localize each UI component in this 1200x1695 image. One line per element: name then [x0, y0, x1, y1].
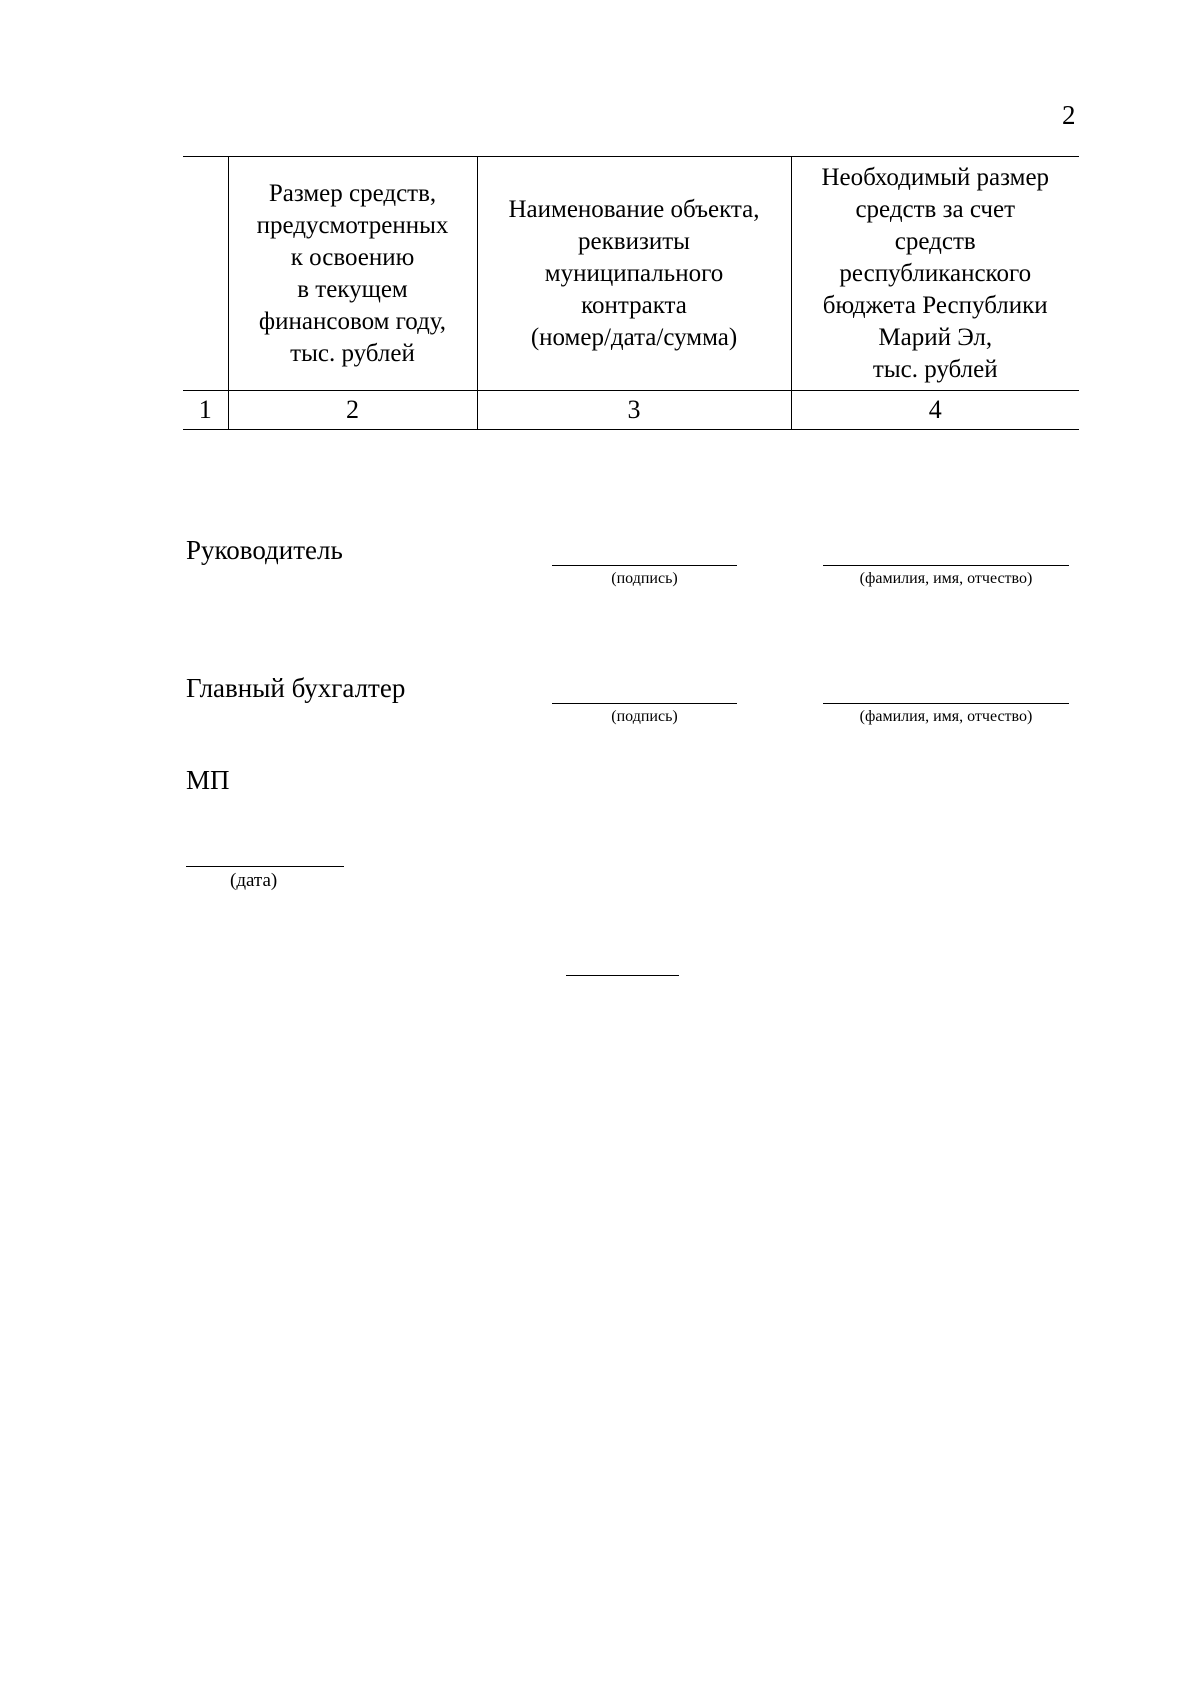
- stamp-label: МП: [186, 765, 230, 795]
- column-header-republic-budget-funds: Необходимый размер средств за счет средств республиканского бюджета Республики Марий Эл, тыс. рублей: [791, 157, 1079, 391]
- column-number-2: 2: [228, 391, 477, 430]
- accountant-label: Главный бухгалтер: [186, 673, 406, 703]
- column-number-1: 1: [183, 391, 228, 430]
- head-name-caption: (фамилия, имя, отчество): [859, 570, 1033, 587]
- column-header-index: [183, 157, 228, 391]
- date-caption: (дата): [230, 870, 278, 891]
- date-line: [186, 866, 344, 867]
- accountant-signature-line: [552, 703, 737, 704]
- head-label: Руководитель: [186, 535, 343, 565]
- accountant-name-line: [823, 703, 1069, 704]
- column-number-3: 3: [477, 391, 791, 430]
- column-header-object-contract: Наименование объекта, реквизиты муниципального контракта (номер/дата/сумма): [477, 157, 791, 391]
- accountant-signature-caption: (подпись): [611, 708, 678, 725]
- table-header-row: [183, 157, 1079, 391]
- head-signature-caption: (подпись): [611, 570, 678, 587]
- head-name-line: [823, 565, 1069, 566]
- page-number: 2: [1062, 100, 1076, 130]
- document-end-line: [566, 975, 679, 976]
- column-number-4: 4: [791, 391, 1079, 430]
- table-row: [183, 391, 1079, 430]
- head-signature-line: [552, 565, 737, 566]
- requisites-table: [183, 156, 1079, 430]
- accountant-name-caption: (фамилия, имя, отчество): [859, 708, 1033, 725]
- column-header-funds-current-year: Размер средств, предусмотренных к освоению в текущем финансовом году, тыс. рублей: [228, 157, 477, 391]
